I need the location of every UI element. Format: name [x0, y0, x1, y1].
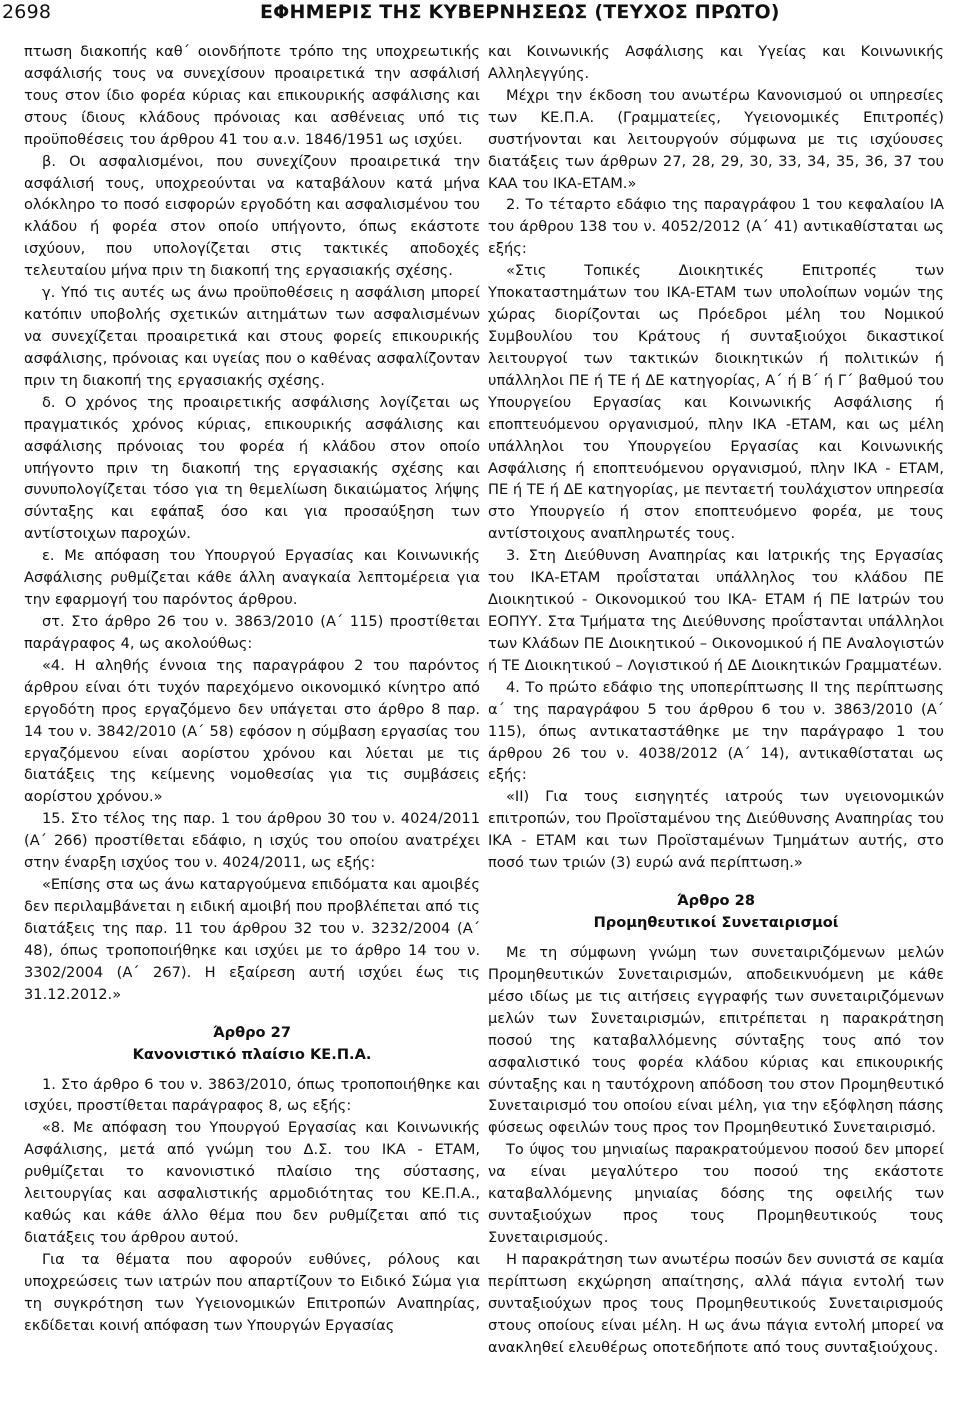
paragraph: Μέχρι την έκδοση του ανωτέρω Κανονισμού οι υπηρεσίες των ΚΕ.Π.Α. (Γραμματείες, Υγειονομικές Επιτροπές) συστήνονται και λειτουργούν σύμφωνα με τις ισχύουσες διατάξεις των άρθρων 27, 28, 29, 30, 33, 34, 35, 36, 37 του ΚΑΑ του ΙΚΑ-ΕΤΑΜ.» [488, 86, 944, 192]
paragraph: «4. Η αληθής έννοια της παραγράφου 2 του παρόντος άρθρου είναι ότι τυχόν παρεχόμενο οικονομικό κίνητρο από εργοδότη προς εργαζόμενο δεν υπάγεται στο άρθρο 8 παρ. 14 του ν. 3842/2010 (Α΄ 58) εφόσον η σύμβαση εργασίας του εργαζόμενου είναι αορίστου χρόνου και λύεται με τις διατάξεις της κείμενης νομοθεσίας για τις συμβάσεις αορίστου χρόνου.» [24, 656, 480, 806]
paragraph: 2. Το τέταρτο εδάφιο της παραγράφου 1 του κεφαλαίου ΙΑ του άρθρου 138 του ν. 4052/2012 (Α΄ 41) αντικαθίσταται ως εξής: [488, 196, 944, 258]
paragraph: 3. Στη Διεύθυνση Αναπηρίας και Ιατρικής της Εργασίας του ΙΚΑ-ΕΤΑΜ προΐσταται υπάλληλος του κλάδου ΠΕ Διοικητικού - Οικονομικού του ΙΚΑ- ΕΤΑΜ ή ΠΕ Ιατρών του ΕΟΠΥΥ. Στα Τμήματα της Διεύθυνσης προΐστανται υπάλληλοι των Κλάδων ΠΕ Διοικητικού – Οικονομικού ή ΠΕ Αναλογιστών ή ΤΕ Διοικητικού – Λογιστικού ή ΔΕ Διοικητικών Γραμματέων. [488, 547, 944, 674]
paragraph: πτωση διακοπής καθ΄ οιονδήποτε τρόπο της υποχρεωτικής ασφάλισής τους να συνεχίσουν προαιρετικά την ασφάλισή τους στον ίδιο φορέα κύριας και επικουρικής ασφάλισης και στους ίδιους κλάδους πρόνοιας και ασθένειας υπό τις προϋποθέσεις του άρθρου 41 του α.ν. 1846/1951 ως ισχύει. [24, 43, 480, 148]
paragraph: ε. Με απόφαση του Υπουργού Εργασίας και Κοινωνικής Ασφάλισης ρυθμίζεται κάθε άλλη αναγκαία λεπτομέρεια για την εφαρμογή του παρόντος άρθρου. [24, 547, 480, 609]
paragraph: 1. Στο άρθρο 6 του ν. 3863/2010, όπως τροποποιήθηκε και ισχύει, προστίθεται παράγραφος 8, ως εξής: [24, 1075, 480, 1115]
article-27-number: Άρθρο 27 [213, 1023, 291, 1041]
paragraph: 15. Στο τέλος της παρ. 1 του άρθρου 30 του ν. 4024/2011 (Α΄ 266) προστίθεται εδάφιο, η ισχύς του οποίου ανατρέχει στην έναρξη ισχύος του ν. 4024/2011, ως εξής: [24, 810, 480, 872]
article-27-title: Κανονιστικό πλαίσιο ΚΕ.Π.Α. [132, 1045, 372, 1063]
paragraph: Με τη σύμφωνη γνώμη των συνεταιριζόμενων μελών Προμηθευτικών Συνεταιρισμών, αποδεικνυόμενη με κάθε μέσο ιδίως με τις αιτήσεις εγγραφής των συνεταιριζόμενων μελών των Συνεταιρισμών, επιτρέπεται η παρακράτηση ποσού της καταβαλλόμενης σύνταξης τους από τον ασφαλιστικό τους φορέα κλάδου κύριας και επικουρικής σύνταξης και η ταυτόχρονη απόδοση του στον Προμηθευτικό Συνεταιρισμό του οποίου είναι μέλη, για την εξόφληση πάσης φύσεως οφειλών τους προς τον Προμηθευτικό Συνεταιρισμό. [488, 944, 944, 1137]
paragraph: γ. Υπό τις αυτές ως άνω προϋποθέσεις η ασφάλιση μπορεί κατόπιν υποβολής σχετικών αιτημάτων των ασφαλισμένων να συνεχίζεται προαιρετικά και στους φορείς επικουρικής ασφάλισης, πρόνοιας και υγείας που ο καθένας ασφαλίζονταν πριν τη διακοπή της εργασιακής σχέσης. [24, 284, 480, 389]
article-28-number: Άρθρο 28 [677, 892, 755, 910]
page-header [0, 0, 960, 30]
page-number: 2698 [2, 1, 52, 23]
left-column [24, 41, 480, 1337]
article-28-title: Προμηθευτικοί Συνεταιρισμοί [593, 914, 839, 932]
right-column [488, 41, 944, 1359]
paragraph: στ. Στο άρθρο 26 του ν. 3863/2010 (Α΄ 115) προστίθεται παράγραφος 4, ως ακολούθως: [24, 612, 480, 652]
paragraph: «Στις Τοπικές Διοικητικές Επιτροπές των Υποκαταστημάτων του ΙΚΑ-ΕΤΑΜ των υπολοίπων νομών της χώρας διορίζονται ως Πρόεδροι μέλη του Νομικού Συμβουλίου του Κράτους ή συνταξιούχοι δικαστικοί λειτουργοί των τακτικών διοικητικών ή πολιτικών ή υπάλληλοι ΠΕ ή ΤΕ ή ΔΕ κατηγορίας, Α΄ ή Β΄ ή Γ΄ βαθμού του Υπουργείου Εργασίας και Κοινωνικής Ασφάλισης ή εποπτευόμενου οργανισμού, πλην ΙΚΑ -ΕΤΑΜ, και ως μέλη υπάλληλοι του Υπουργείου Εργασίας και Κοινωνικής Ασφάλισης ή εποπτευόμενου οργανισμού, πλην ΙΚΑ - ΕΤΑΜ, ΠΕ ή ΤΕ ή ΔΕ κατηγορίας, με πενταετή τουλάχιστον υπηρεσία στο Υπουργείο ή στον εποπτευόμενο φορέα, με τους αντίστοιχους αναπληρωτές τους. [488, 262, 944, 543]
paragraph: β. Οι ασφαλισμένοι, που συνεχίζουν προαιρετικά την ασφάλισή τους, υποχρεούνται να καταβάλουν κατά μήνα ολόκληρο το ποσό εισφορών εργοδότη και ασφαλισμένου του κλάδου ή φορέα στον οποίο υπήγοντο, όπως εκάστοτε ισχύουν, που υπολογίζεται στις τακτικές αποδοχές τελευταίου μήνα πριν τη διακοπή της εργασιακής σχέσης. [24, 152, 480, 280]
paragraph: «ΙΙ) Για τους εισηγητές ιατρούς των υγειονομικών επιτροπών, του Προϊσταμένου της Διεύθυνσης Αναπηρίας του ΙΚΑ - ΕΤΑΜ και των Προϊσταμένων Τμημάτων αυτής, στο ποσό των τριών (3) ευρώ ανά περίπτωση.» [488, 788, 944, 872]
paragraph: Για τα θέματα που αφορούν ευθύνες, ρόλους και υποχρεώσεις των ιατρών που απαρτίζουν το Ειδικό Σώμα για τη συγκρότηση των Υγειονομικών Επιτροπών Αναπηρίας, εκδίδεται κοινή απόφαση των Υπουργών Εργασίας [24, 1250, 480, 1334]
paragraph: δ. Ο χρόνος της προαιρετικής ασφάλισης λογίζεται ως πραγματικός χρόνος κύριας, επικουρικής ασφάλισης και ασφάλισης πρόνοιας του φορέα ή κλάδου στον οποίο υπήγοντο πριν τη διακοπή της εργασιακής σχέσης και συνυπολογίζεται τόσο για τη θεμελίωση δικαιώματος λήψης σύνταξης και εφάπαξ όσο και για προσαύξηση των αντίστοιχων παροχών. [24, 393, 480, 543]
paragraph: και Κοινωνικής Ασφάλισης και Υγείας και Κοινωνικής Αλληλεγγύης. [488, 43, 944, 82]
gazette-title: ΕΦΗΜΕΡΙΣ ΤΗΣ ΚΥΒΕΡΝΗΣΕΩΣ (ΤΕΥΧΟΣ ΠΡΩΤΟ) [260, 1, 780, 23]
paragraph: «8. Με απόφαση του Υπουργού Εργασίας και Κοινωνικής Ασφάλισης, μετά από γνώμη του Δ.Σ. του ΙΚΑ - ΕΤΑΜ, ρυθμίζεται το κανονιστικό πλαίσιο της σύστασης, λειτουργίας και ασφαλιστικής αρμοδιότητας του ΚΕ.Π.Α., καθώς και κάθε άλλο θέμα που δεν ρυθμίζεται από τις διατάξεις του άρθρου αυτού. [24, 1119, 480, 1247]
paragraph: Το ύψος του μηνιαίως παρακρατούμενου ποσού δεν μπορεί να είναι μεγαλύτερο του ποσού της εκάστοτε καταβαλλόμενης μηνιαίας δόσης της οφειλής των συνταξιούχων προς τους Προμηθευτικούς τους Συνεταιρισμούς. [488, 1141, 944, 1247]
paragraph: «Επίσης στα ως άνω καταργούμενα επιδόματα και αμοιβές δεν περιλαμβάνεται η ειδική αμοιβή που προβλέπεται από τις διατάξεις της παρ. 11 του άρθρου 32 του ν. 3232/2004 (Α΄ 48), όπως τροποποιήθηκε και ισχύει με το άρθρο 14 του ν. 3302/2004 (Α΄ 267). Η εξαίρεση αυτή ισχύει έως τις 31.12.2012.» [24, 876, 480, 1003]
paragraph: Η παρακράτηση των ανωτέρω ποσών δεν συνιστά σε καμία περίπτωση εκχώρηση απαίτησης, αλλά πάγια εντολή των συνταξιούχων προς τους Προμηθευτικούς Συνεταιρισμούς στους οποίους είναι μέλη. Η ως άνω πάγια εντολή μπορεί να ανακληθεί ελευθέρως οποτεδήποτε από τους συνταξιούχους. [488, 1250, 944, 1356]
paragraph: 4. Το πρώτο εδάφιο της υποπερίπτωσης ΙΙ της περίπτωσης α΄ της παραγράφου 5 του άρθρου 6 του ν. 3863/2010 (Α΄ 115), όπως αντικαταστάθηκε με την παράγραφο 1 του άρθρου 26 του ν. 4038/2012 (Α΄ 14), αντικαθίσταται ως εξής: [488, 678, 944, 784]
